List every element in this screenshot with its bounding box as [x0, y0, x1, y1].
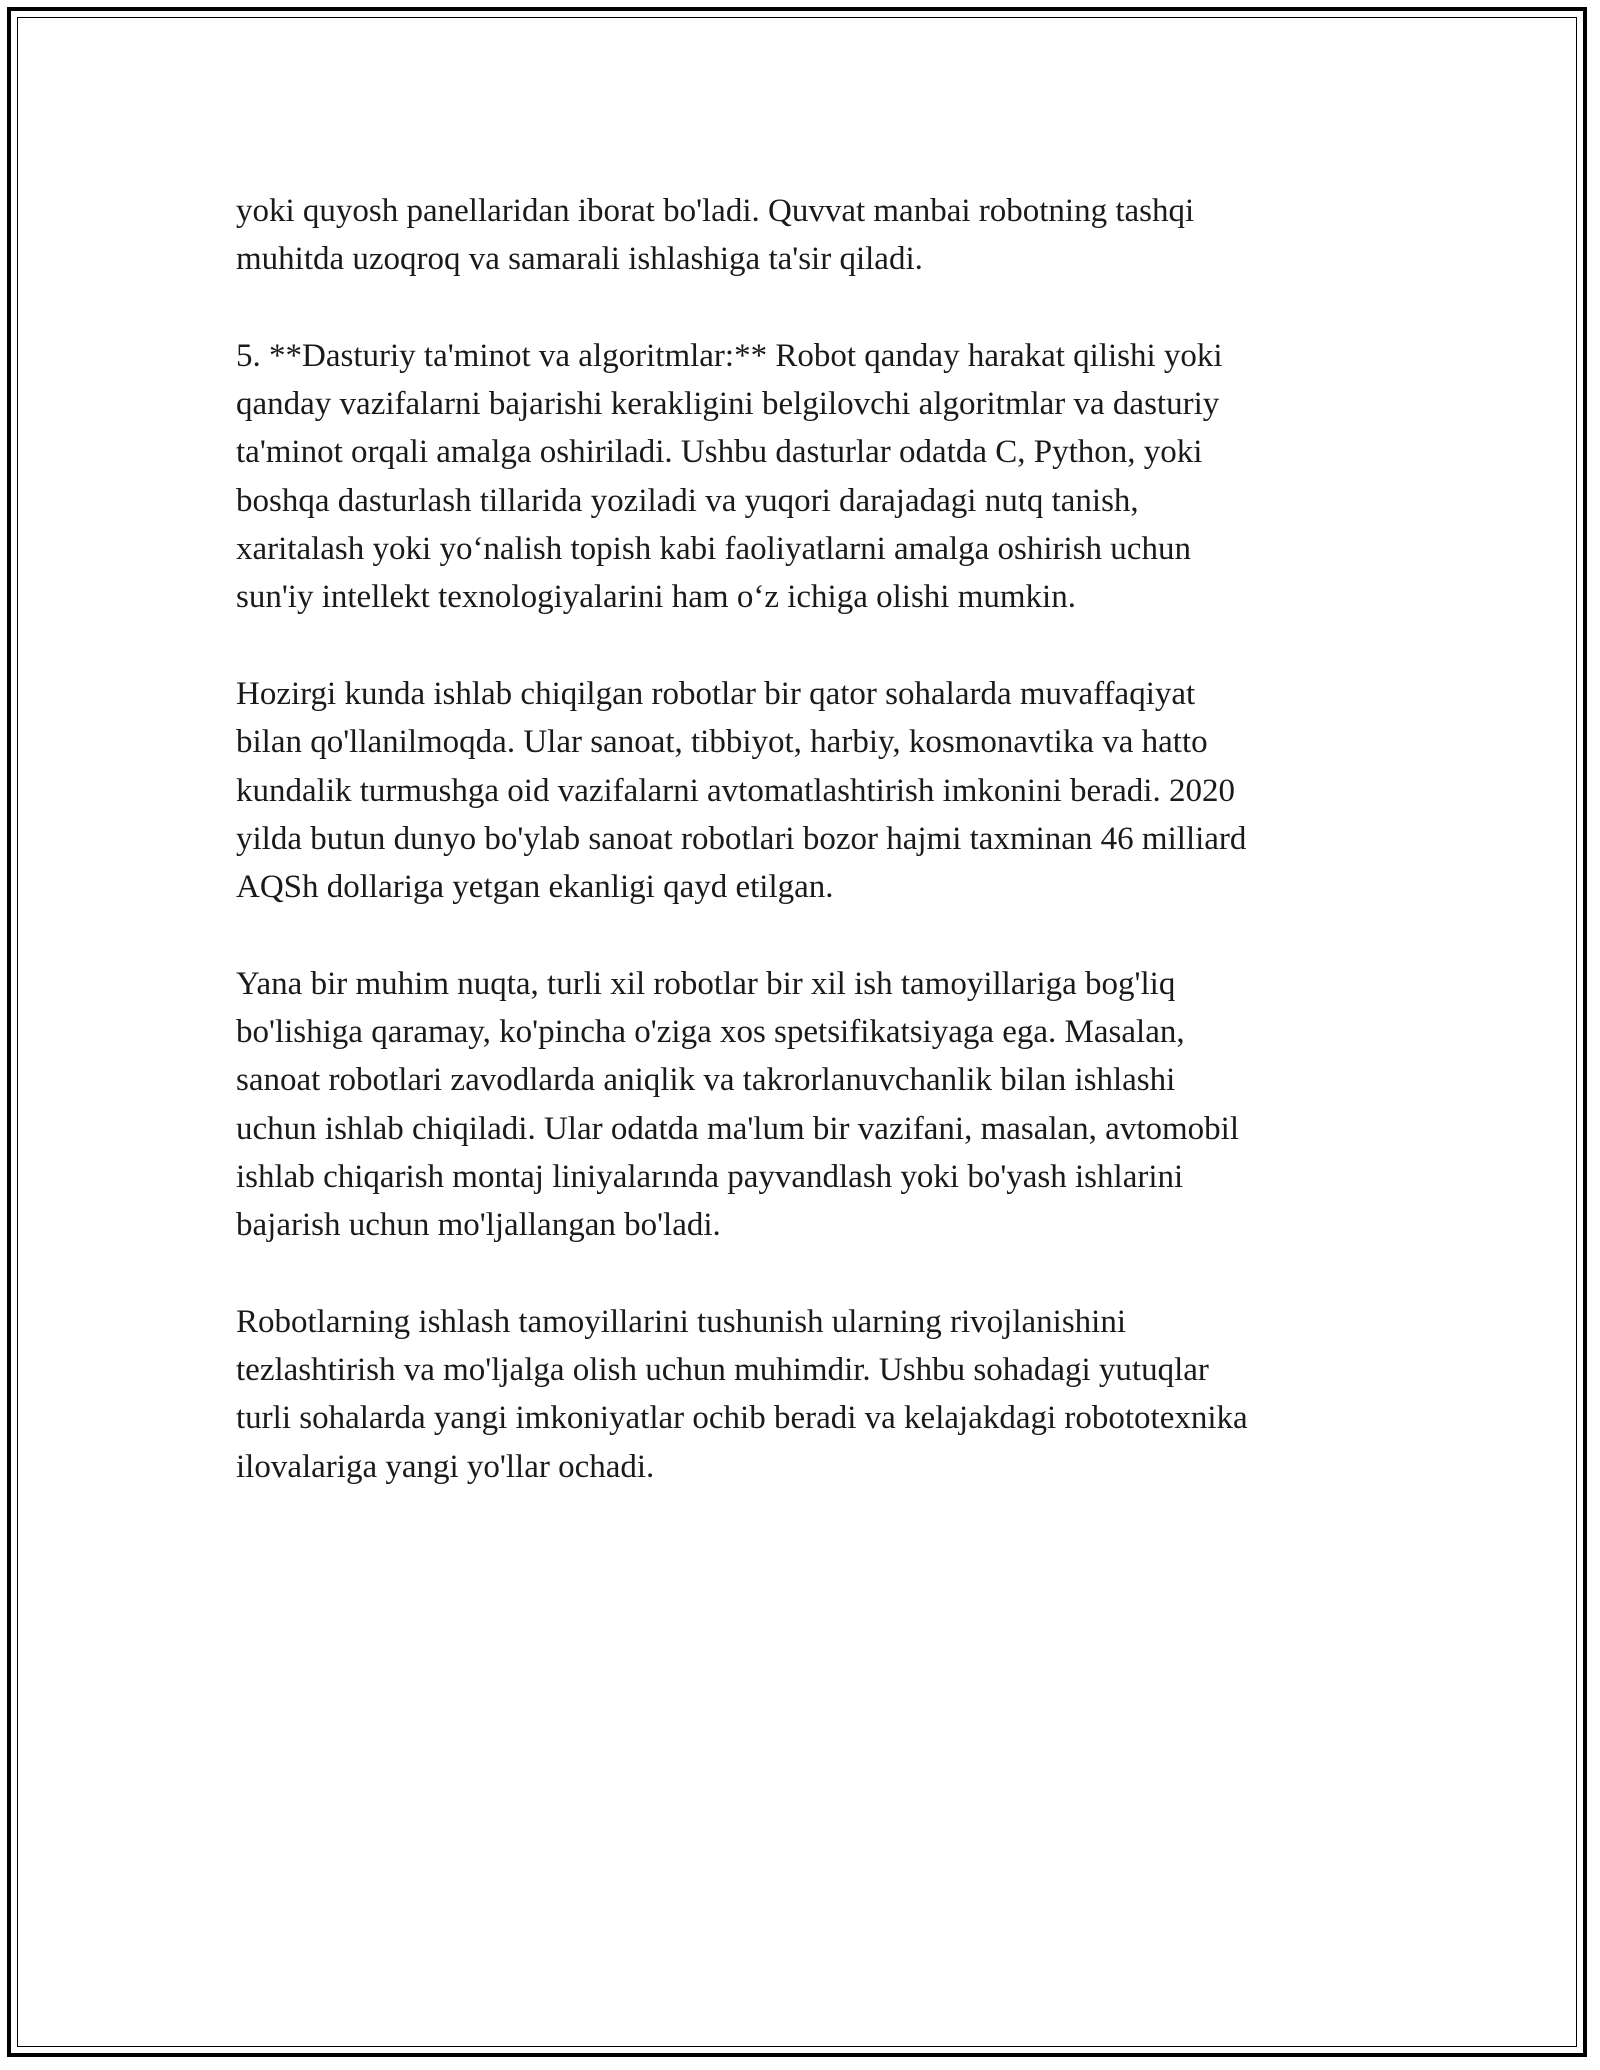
- text-line: Robotlarning ishlash tamoyillarini tushunish ularning rivojlanishini: [236, 1303, 1127, 1340]
- paragraph-software-algorithms: [236, 332, 1396, 622]
- text-line: ilovalariga yangi yo'llar ochadi.: [236, 1448, 655, 1485]
- text-line: kundalik turmushga oid vazifalarni avtomatlashtirish imkonini beradi. 2020: [236, 772, 1235, 809]
- text-line: sanoat robotlari zavodlarda aniqlik va takrorlanuvchanlik bilan ishlashi: [236, 1062, 1176, 1099]
- text-line: Yana bir muhim nuqta, turli xil robotlar bir xil ish tamoyillariga bog'liq: [236, 965, 1176, 1002]
- text-line: turli sohalarda yangi imkoniyatlar ochib beradi va kelajakdagi robototexnika: [236, 1400, 1248, 1437]
- text-line: bilan qo'llanilmoqda. Ular sanoat, tibbiyot, harbiy, kosmonavtika va hatto: [236, 724, 1208, 761]
- paragraph-specifications: [236, 960, 1396, 1250]
- text-line: AQSh dollariga yetgan ekanligi qayd etilgan.: [236, 869, 834, 906]
- text-line: ishlab chiqarish montaj liniyalarında payvandlash yoki bo'yash ishlarini: [236, 1158, 1184, 1195]
- paragraph-conclusion: [236, 1298, 1396, 1491]
- text-line: 5. **Dasturiy ta'minot va algoritmlar:** Robot qanday harakat qilishi yoki: [236, 337, 1223, 374]
- text-line: xaritalash yoki yo‘nalish topish kabi faoliyatlarni amalga oshirish uchun: [236, 531, 1191, 568]
- document-body: [236, 187, 1396, 1539]
- text-line: yoki quyosh panellaridan iborat bo'ladi. Quvvat manbai robotning tashqi: [236, 193, 1195, 229]
- text-line: bo'lishiga qaramay, ko'pincha o'ziga xos spetsifikatsiyaga ega. Masalan,: [236, 1014, 1185, 1051]
- paragraph-applications: [236, 670, 1396, 911]
- text-line: tezlashtirish va mo'ljalga olish uchun muhimdir. Ushbu sohadagi yutuqlar: [236, 1352, 1209, 1389]
- text-line: boshqa dasturlash tillarida yoziladi va yuqori darajadagi nutq tanish,: [236, 482, 1139, 519]
- text-line: muhitda uzoqroq va samarali ishlashiga ta'sir qiladi.: [236, 241, 923, 278]
- text-line: yilda butun dunyo bo'ylab sanoat robotlari bozor hajmi taxminan 46 milliard: [236, 820, 1247, 857]
- text-line: sun'iy intellekt texnologiyalarini ham o‘z ichiga olishi mumkin.: [236, 579, 1076, 616]
- paragraph-power-source: [236, 187, 1396, 284]
- text-line: Hozirgi kunda ishlab chiqilgan robotlar bir qator sohalarda muvaffaqiyat: [236, 675, 1196, 712]
- text-line: ta'minot orqali amalga oshiriladi. Ushbu dasturlar odatda C, Python, yoki: [236, 434, 1203, 471]
- text-line: qanday vazifalarni bajarishi kerakligini belgilovchi algoritmlar va dasturiy: [236, 386, 1220, 423]
- text-line: uchun ishlab chiqiladi. Ular odatda ma'lum bir vazifani, masalan, avtomobil: [236, 1110, 1240, 1147]
- text-line: bajarish uchun mo'ljallangan bo'ladi.: [236, 1207, 721, 1244]
